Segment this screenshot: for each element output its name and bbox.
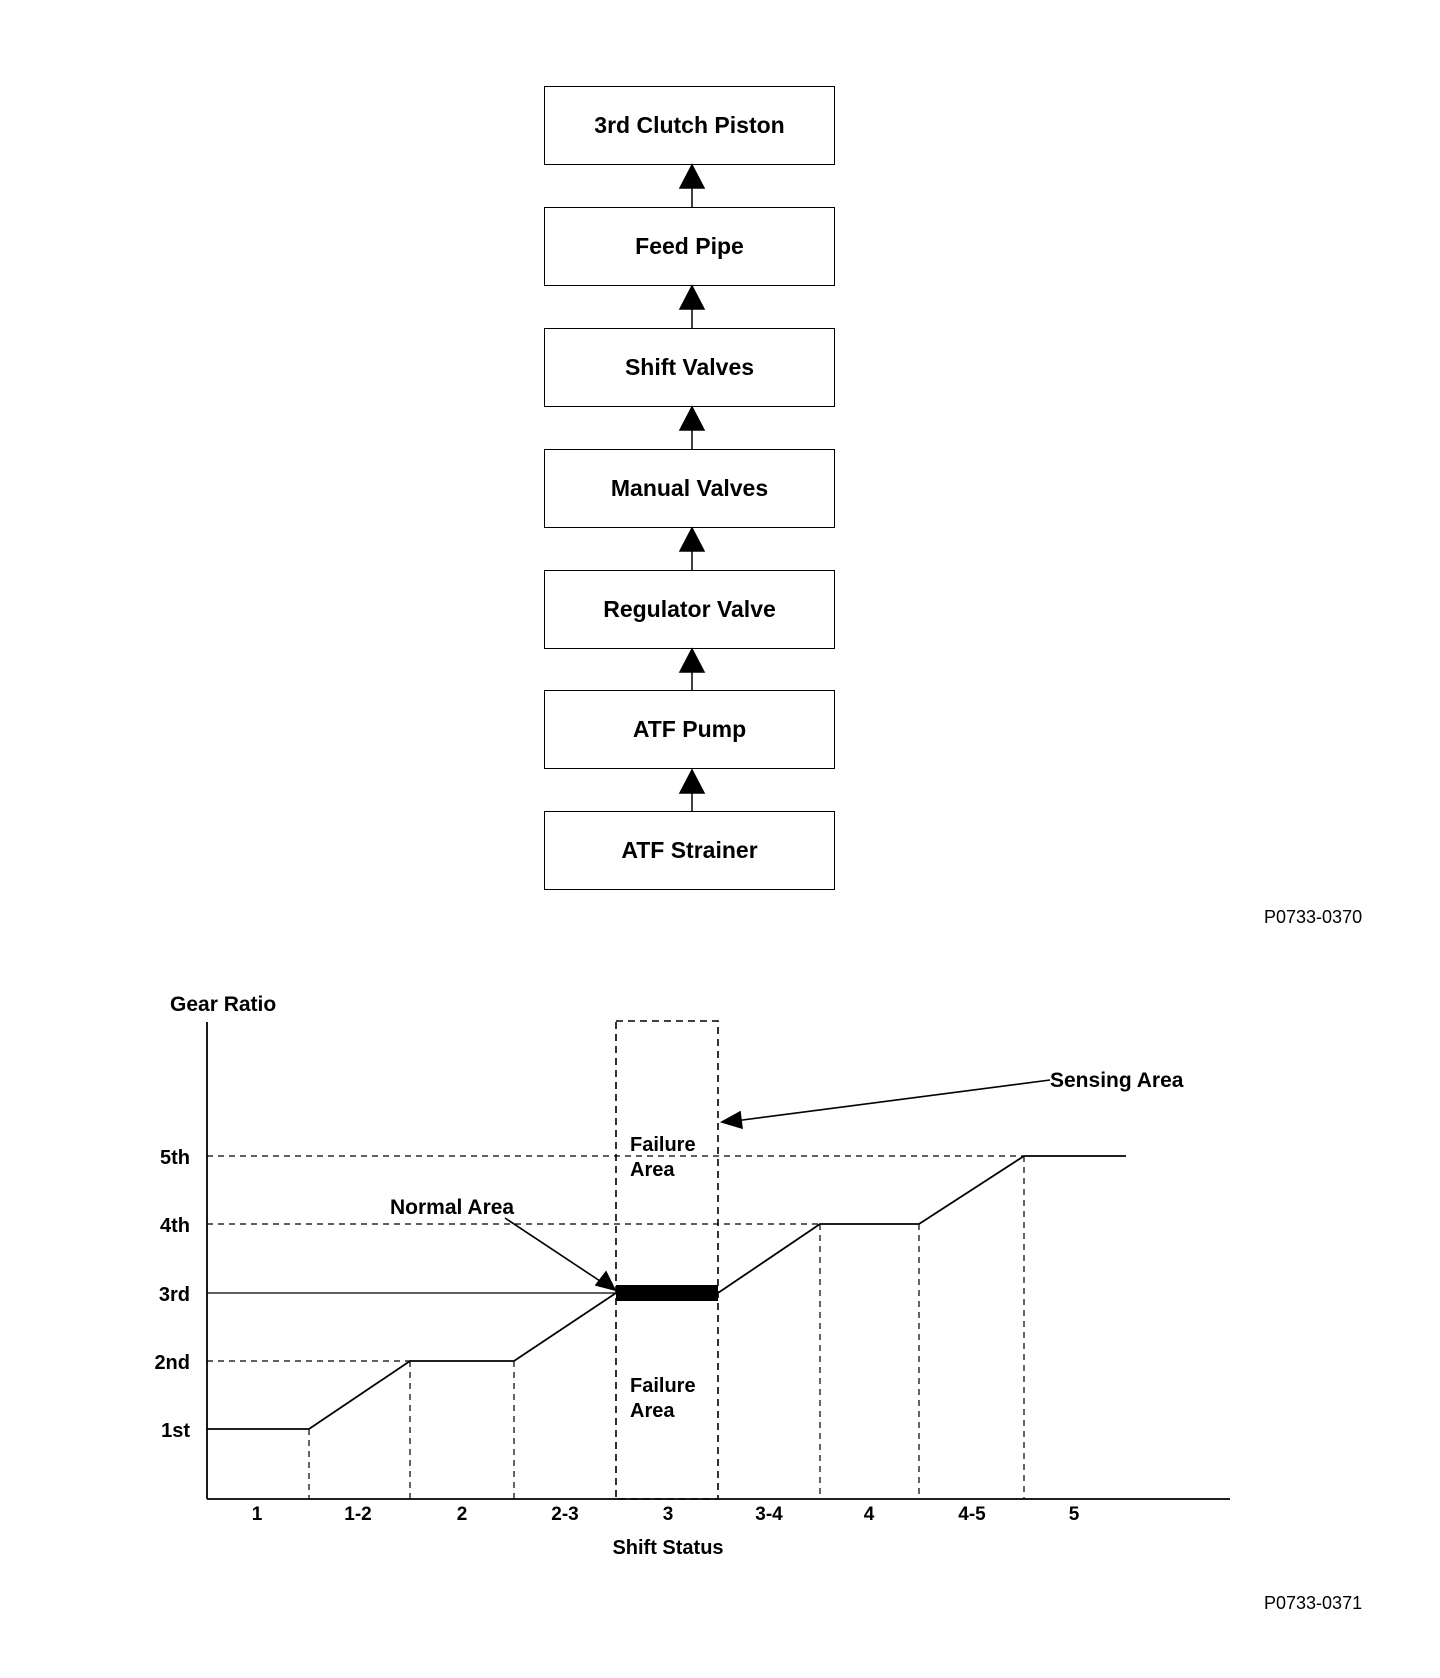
y-tick-1st: 1st xyxy=(161,1420,190,1442)
x-axis-label: Shift Status xyxy=(612,1537,724,1559)
y-tick-2nd: 2nd xyxy=(154,1352,190,1374)
x-tick: 4 xyxy=(863,1504,875,1525)
x-tick: 3 xyxy=(662,1504,674,1525)
flow-arrow xyxy=(680,528,704,570)
flow-box-label: Shift Valves xyxy=(624,354,755,380)
pointer-arrows xyxy=(505,1080,1050,1290)
x-tick: 3-4 xyxy=(755,1504,783,1525)
flow-arrow xyxy=(680,407,704,449)
failure-area-upper-line2: Area xyxy=(630,1159,675,1181)
normal-area-pointer xyxy=(505,1218,615,1290)
normal-area-bar xyxy=(616,1285,718,1301)
x-tick: 2 xyxy=(456,1504,468,1525)
figure-code-top: P0733-0370 xyxy=(1264,907,1363,927)
flow-arrow xyxy=(680,649,704,690)
flow-arrow xyxy=(680,770,704,811)
flow-box-label: Manual Valves xyxy=(610,475,769,501)
flow-arrow xyxy=(680,286,704,328)
failure-area-lower-line1: Failure xyxy=(630,1375,696,1397)
y-axis-label: Gear Ratio xyxy=(170,993,277,1016)
flow-arrows xyxy=(680,165,704,811)
gear-reference-lines xyxy=(207,1156,1024,1361)
y-tick-4th: 4th xyxy=(160,1215,190,1237)
flow-box-label: 3rd Clutch Piston xyxy=(594,112,785,138)
sensing-area-label: Sensing Area xyxy=(1050,1069,1184,1092)
x-tick: 2-3 xyxy=(551,1504,579,1525)
normal-area-label: Normal Area xyxy=(390,1196,515,1219)
y-tick-5th: 5th xyxy=(160,1147,190,1169)
flow-box-label: Regulator Valve xyxy=(603,596,776,622)
x-tick: 4-5 xyxy=(958,1504,986,1525)
x-tick: 1-2 xyxy=(344,1504,372,1525)
failure-area-upper-line1: Failure xyxy=(630,1134,696,1156)
sensing-area-box xyxy=(616,1021,718,1499)
failure-area-lower-line2: Area xyxy=(630,1400,675,1422)
flow-arrow xyxy=(680,165,704,207)
y-tick-3rd: 3rd xyxy=(158,1284,190,1306)
x-tick: 1 xyxy=(251,1504,263,1525)
x-tick: 5 xyxy=(1068,1504,1080,1525)
flow-box-label: ATF Pump xyxy=(632,716,747,742)
figure-code-bottom: P0733-0371 xyxy=(1264,1593,1363,1613)
sensing-area-pointer xyxy=(722,1080,1050,1128)
flow-box-label: ATF Strainer xyxy=(621,837,758,863)
flow-box-label: Feed Pipe xyxy=(635,233,744,259)
